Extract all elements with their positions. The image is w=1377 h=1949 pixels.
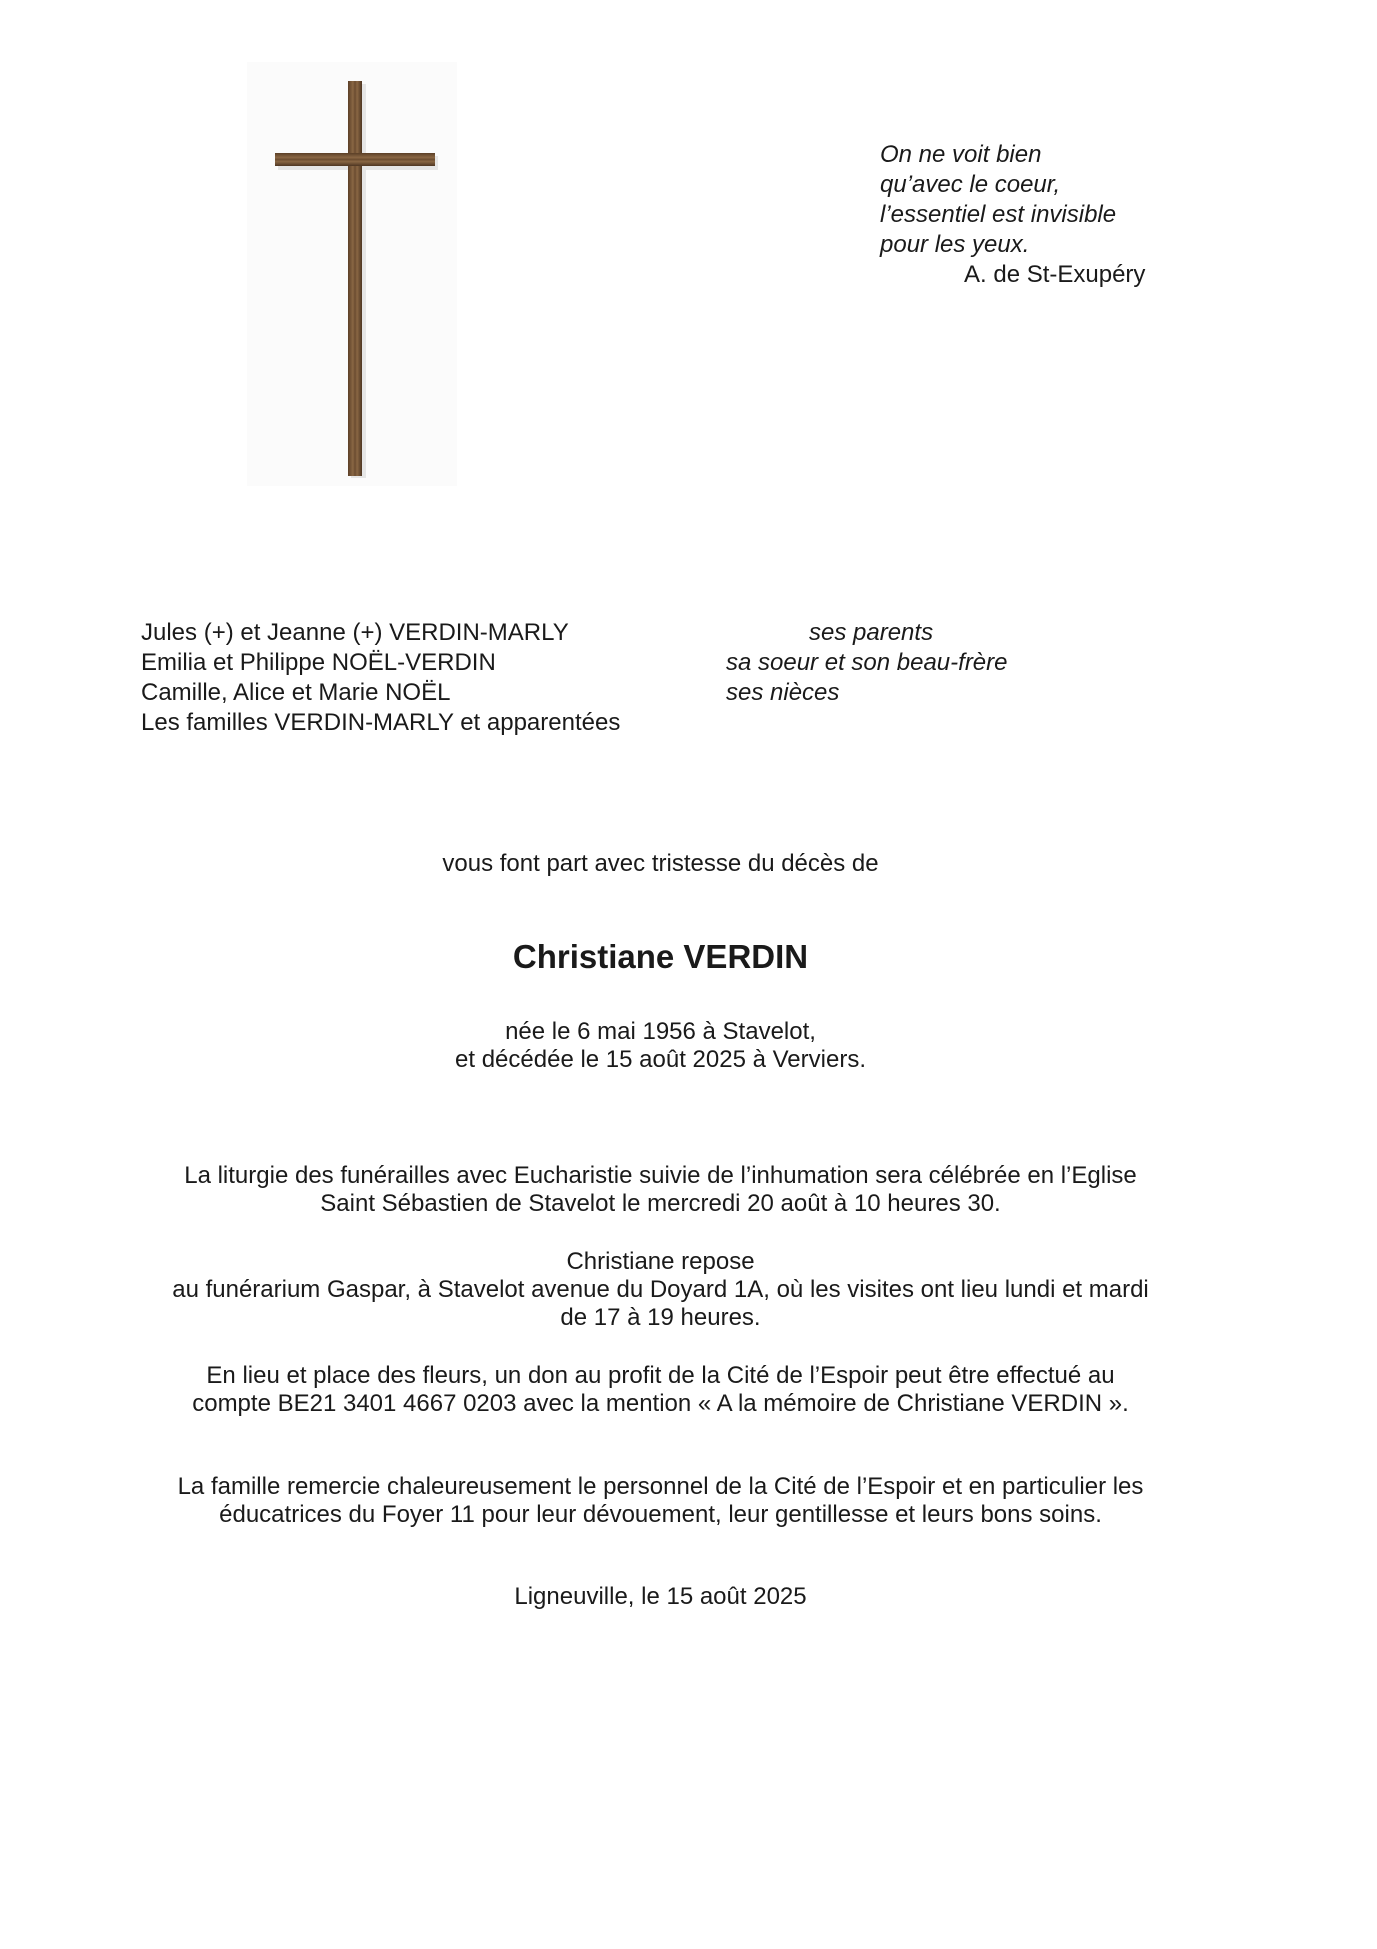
- quote-line: On ne voit bien: [880, 141, 1042, 168]
- quote-author: A. de St-Exupéry: [964, 261, 1146, 288]
- birth-death-dates: [0, 1018, 1321, 1074]
- family-name: Les familles VERDIN-MARLY et apparentées: [141, 709, 621, 736]
- announcement-text: vous font part avec tristesse du décès de: [442, 850, 879, 877]
- place-date-text: Ligneuville, le 15 août 2025: [514, 1583, 807, 1610]
- family-row: [141, 708, 1141, 738]
- thanks-line: éducatrices du Foyer 11 pour leur dévouement, leur gentillesse et leurs bons soins.: [219, 1501, 1102, 1528]
- cross-image: [247, 62, 457, 486]
- death-text: et décédée le 15 août 2025 à Verviers.: [455, 1046, 866, 1073]
- family-row: [141, 618, 1141, 648]
- funeral-line: La liturgie des funérailles avec Eucharistie suivie de l’inhumation sera célébrée en l’Eglise: [184, 1162, 1137, 1189]
- birth-text: née le 6 mai 1956 à Stavelot,: [505, 1018, 816, 1045]
- announcement: [0, 850, 1321, 878]
- deceased-heading: [0, 937, 1321, 977]
- place-date: [0, 1583, 1321, 1611]
- family-row: [141, 678, 1141, 708]
- donation-info: [0, 1362, 1321, 1418]
- donation-line: En lieu et place des fleurs, un don au profit de la Cité de l’Espoir peut être effectué au: [206, 1362, 1115, 1389]
- donation-line: compte BE21 3401 4667 0203 avec la mention « A la mémoire de Christiane VERDIN ».: [192, 1390, 1129, 1417]
- family-relation: sa soeur et son beau-frère: [726, 649, 1008, 676]
- family-name: Camille, Alice et Marie NOËL: [141, 679, 451, 706]
- quote-line: qu’avec le coeur,: [880, 171, 1061, 198]
- epigraph-quote: [880, 140, 1145, 290]
- repose-info: [0, 1248, 1321, 1332]
- quote-line: l’essentiel est invisible: [880, 201, 1117, 228]
- family-list: [141, 618, 1141, 738]
- thanks-line: La famille remercie chaleureusement le personnel de la Cité de l’Espoir et en particulier les: [177, 1473, 1144, 1500]
- funeral-info: [0, 1162, 1321, 1218]
- family-relation: ses parents: [809, 619, 934, 646]
- repose-line: de 17 à 19 heures.: [560, 1304, 761, 1331]
- family-name: Jules (+) et Jeanne (+) VERDIN-MARLY: [141, 619, 569, 646]
- funeral-line: Saint Sébastien de Stavelot le mercredi 20 août à 10 heures 30.: [320, 1190, 1001, 1217]
- cross-icon: [247, 62, 457, 486]
- deceased-name: Christiane VERDIN: [512, 938, 809, 975]
- quote-line: pour les yeux.: [880, 231, 1030, 258]
- family-row: [141, 648, 1141, 678]
- repose-line: au funérarium Gaspar, à Stavelot avenue du Doyard 1A, où les visites ont lieu lundi et mardi: [172, 1276, 1149, 1303]
- repose-line: Christiane repose: [566, 1248, 755, 1275]
- thanks-info: [0, 1473, 1321, 1529]
- family-name: Emilia et Philippe NOËL-VERDIN: [141, 649, 496, 676]
- family-relation: ses nièces: [726, 679, 840, 706]
